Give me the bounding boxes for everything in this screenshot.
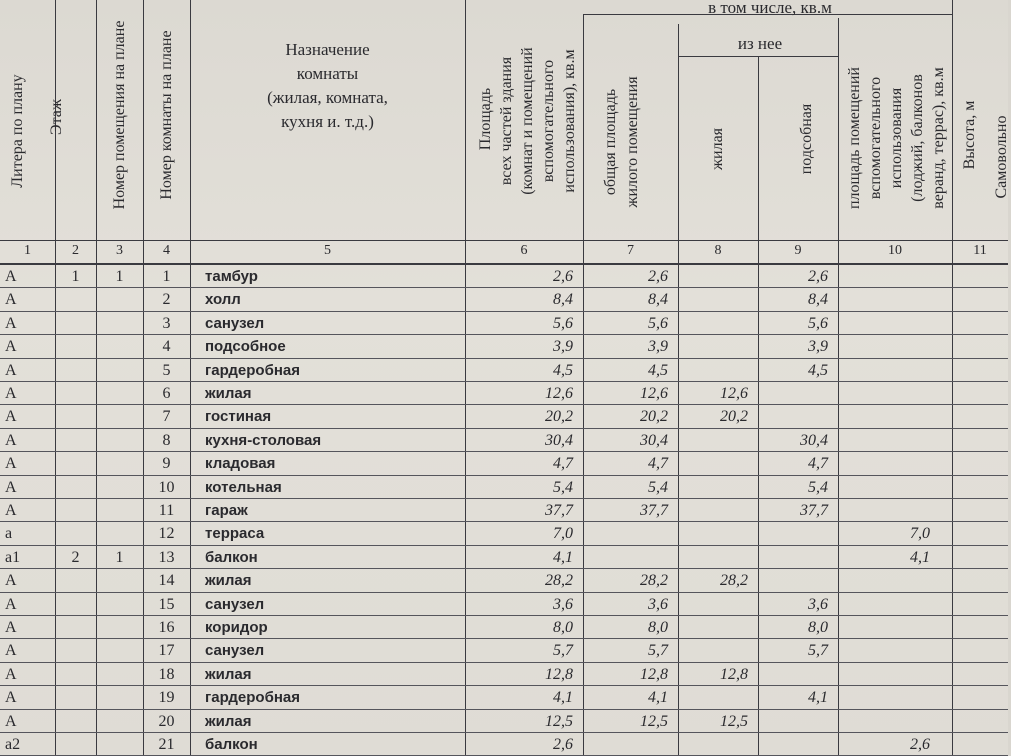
col9-header: подсобная [798, 103, 815, 175]
col3-header: Номер помещения на плане [111, 20, 128, 210]
table-row [0, 288, 1008, 311]
cell-living: 12,6 [720, 385, 748, 402]
table-row [0, 382, 1008, 405]
col8-header: жилая [709, 127, 726, 171]
cell-living-total: 8,4 [648, 291, 668, 309]
table-row [0, 429, 1008, 452]
col6-line3: (комнат и помещений [519, 47, 536, 195]
col7-header [583, 15, 678, 240]
cell-total-area: 3,6 [553, 595, 573, 613]
column-number: 6 [520, 243, 528, 258]
cell-living-total: 30,4 [640, 431, 668, 449]
table-row [0, 312, 1008, 335]
cell-aux: 5,7 [808, 642, 828, 660]
cell-litera: А [5, 338, 17, 356]
cell-room-name: жилая [205, 385, 252, 402]
table-row [0, 663, 1008, 686]
cell-living: 12,5 [720, 712, 748, 730]
cell-room-number: 13 [158, 548, 175, 566]
cell-room-name: тамбур [205, 268, 258, 285]
cell-litera: А [5, 361, 17, 379]
column-number: 9 [794, 243, 802, 258]
table-row [0, 335, 1008, 358]
cell-aux: 30,4 [800, 431, 828, 449]
cell-living-total: 4,7 [648, 455, 668, 473]
cell-room-number: 2 [162, 291, 171, 309]
cell-living-total: 5,6 [648, 314, 668, 332]
column-number: 8 [714, 243, 722, 258]
cell-aux: 3,9 [808, 338, 828, 356]
cell-litera: А [5, 642, 17, 660]
cell-room-number: 17 [158, 642, 175, 660]
cell-room-name: балкон [205, 736, 258, 753]
col10-line5: веранд, террас), кв.м [930, 67, 947, 209]
cell-room-number: 12 [158, 525, 175, 543]
cell-living-total: 3,6 [648, 595, 668, 613]
col10-line4: (лоджий, балконов [909, 74, 926, 202]
cell-total-area: 2,6 [553, 268, 573, 285]
cell-total-area: 37,7 [545, 502, 573, 519]
cell-litera: А [5, 502, 17, 519]
cell-room-name: санузел [205, 642, 265, 660]
cell-room-name: гардеробная [205, 689, 300, 707]
cell-litera: А [5, 572, 17, 590]
cell-premise: 1 [115, 268, 124, 285]
cell-room-name: жилая [205, 572, 252, 590]
group-label: в том числе, кв.м [708, 0, 832, 17]
cell-total-area: 8,0 [553, 619, 573, 636]
cell-total-area: 4,5 [553, 361, 573, 379]
col6-line2: всех частей здания [498, 56, 515, 186]
cell-room-number: 4 [162, 338, 171, 356]
col7-line2: жилого помещения [624, 76, 641, 208]
cell-litera: а2 [5, 736, 21, 753]
cell-total-area: 12,6 [545, 385, 573, 402]
cell-room-number: 3 [162, 314, 171, 332]
table-row [0, 405, 1008, 428]
cell-room-name: гардеробная [205, 361, 300, 379]
col2-header: Этаж [48, 99, 65, 135]
table-row [0, 522, 1008, 545]
column-number: 11 [973, 243, 987, 258]
col6-line5: использования), кв.м [561, 49, 578, 193]
cell-aux: 8,0 [808, 619, 828, 636]
column-number: 5 [324, 243, 331, 258]
cell-living-total: 3,9 [648, 338, 668, 356]
cell-litera: А [5, 431, 17, 449]
cell-room-name: балкон [205, 548, 258, 566]
cell-litera: А [5, 619, 17, 636]
cell-litera: а1 [5, 548, 21, 566]
table-row [0, 546, 1008, 569]
cell-total-area: 4,7 [553, 455, 573, 473]
cell-litera: А [5, 268, 17, 285]
column-number: 1 [24, 243, 31, 258]
cell-total-area: 4,1 [553, 548, 573, 566]
cell-aux: 5,4 [808, 478, 828, 496]
cell-balcony: 4,1 [910, 548, 930, 566]
cell-room-number: 20 [158, 712, 175, 730]
col10-line3: использования [888, 87, 905, 189]
cell-total-area: 12,5 [545, 712, 573, 730]
cell-balcony: 2,6 [910, 736, 930, 753]
cell-room-number: 7 [162, 408, 171, 426]
cell-living-total: 8,0 [648, 619, 668, 636]
table-row [0, 616, 1008, 639]
col7-line1: общая площадь [602, 88, 619, 196]
column-number: 10 [888, 243, 902, 258]
cell-room-name: гараж [205, 502, 248, 519]
cell-total-area: 5,4 [553, 478, 573, 496]
cell-living: 28,2 [720, 572, 748, 590]
cell-living-total: 2,6 [648, 268, 668, 285]
cell-living-total: 4,1 [648, 689, 668, 707]
cell-litera: а [5, 525, 13, 543]
table-row [0, 265, 1008, 288]
cell-living-total: 5,4 [648, 478, 668, 496]
cell-living-total: 37,7 [640, 502, 668, 519]
cell-total-area: 2,6 [553, 736, 573, 753]
cell-room-name: холл [205, 291, 241, 309]
col5-line3: (жилая, комната, [267, 88, 388, 107]
cell-litera: А [5, 689, 17, 707]
table-row [0, 639, 1008, 662]
cell-litera: А [5, 712, 17, 730]
cell-living-total: 20,2 [640, 408, 668, 426]
cell-room-name: коридор [205, 619, 268, 636]
cell-living-total: 5,7 [648, 642, 668, 660]
cell-living-total: 12,5 [640, 712, 668, 730]
cell-aux: 4,7 [808, 455, 828, 473]
table-row [0, 710, 1008, 733]
cell-total-area: 3,9 [553, 338, 573, 356]
cell-aux: 3,6 [808, 595, 828, 613]
cell-room-number: 21 [158, 736, 175, 753]
cell-room-number: 5 [162, 361, 171, 379]
cell-room-name: кладовая [205, 455, 276, 473]
cell-room-name: жилая [205, 665, 252, 683]
col1-header: Литера по плану [9, 74, 26, 188]
cell-room-number: 8 [162, 431, 171, 449]
cell-total-area: 28,2 [545, 572, 573, 590]
col10-header [838, 15, 952, 240]
cell-total-area: 5,7 [553, 642, 573, 660]
cell-room-number: 9 [162, 455, 171, 473]
table-row [0, 476, 1008, 499]
column-number: 4 [163, 243, 170, 258]
col10-line1: площадь помещений [846, 67, 863, 209]
cell-floor: 1 [71, 268, 80, 285]
table-row [0, 686, 1008, 709]
cell-total-area: 7,0 [553, 525, 573, 543]
cell-litera: А [5, 455, 17, 473]
cell-room-number: 1 [162, 268, 171, 285]
cell-room-name: кухня-столовая [205, 431, 322, 449]
cell-living: 12,8 [720, 665, 748, 683]
cell-room-name: терраса [205, 525, 265, 543]
cell-room-number: 15 [158, 595, 175, 613]
cell-litera: А [5, 385, 17, 402]
col6-header [465, 0, 583, 240]
cell-total-area: 30,4 [545, 431, 573, 449]
cell-living-total: 12,8 [640, 665, 668, 683]
column-number: 7 [627, 243, 634, 258]
cell-litera: А [5, 478, 17, 496]
cell-living-total: 28,2 [640, 572, 668, 590]
cell-living-total: 4,5 [648, 361, 668, 379]
col5-header [195, 40, 460, 132]
cell-aux: 4,5 [808, 361, 828, 379]
cell-room-number: 19 [158, 689, 175, 707]
col5-line2: комнаты [296, 64, 359, 83]
column-number: 2 [72, 243, 79, 258]
table-row [0, 499, 1008, 522]
cell-aux: 8,4 [808, 291, 828, 309]
cell-room-number: 18 [158, 665, 175, 683]
cell-aux: 5,6 [808, 314, 828, 332]
table-row [0, 359, 1008, 382]
cell-living-total: 12,6 [640, 385, 668, 402]
col11-header: Высота, м [961, 100, 978, 170]
cell-litera: А [5, 291, 17, 309]
table-row [0, 733, 1008, 756]
cell-total-area: 4,1 [553, 689, 573, 707]
cell-room-number: 6 [162, 385, 171, 402]
cell-total-area: 12,8 [545, 665, 573, 683]
col12-header-partial: Самовольно [993, 115, 1010, 199]
cell-room-name: котельная [205, 478, 282, 496]
cell-room-name: жилая [205, 712, 252, 730]
cell-litera: А [5, 314, 17, 332]
cell-balcony: 7,0 [910, 525, 930, 543]
cell-room-name: санузел [205, 595, 265, 613]
cell-floor: 2 [71, 548, 80, 566]
cell-litera: А [5, 665, 17, 683]
cell-room-number: 10 [158, 478, 175, 496]
col10-line2: вспомогательного [867, 76, 884, 200]
table-row [0, 452, 1008, 475]
cell-aux: 2,6 [808, 268, 828, 285]
cell-total-area: 20,2 [545, 408, 573, 426]
cell-room-name: гостиная [205, 408, 272, 426]
column-number: 3 [116, 243, 123, 258]
subgroup-top-line [678, 56, 838, 57]
table-row [0, 593, 1008, 616]
cell-room-name: подсобное [205, 338, 286, 356]
col6-line4: вспомогательного [540, 59, 557, 183]
cell-aux: 37,7 [800, 502, 828, 519]
subgroup-label: из нее [737, 34, 783, 53]
table-row [0, 569, 1008, 592]
cell-litera: А [5, 408, 17, 426]
cell-litera: А [5, 595, 17, 613]
col5-line4: кухня и. т.д.) [281, 112, 374, 131]
cell-room-number: 14 [158, 572, 175, 590]
cell-room-number: 16 [158, 619, 175, 636]
cell-total-area: 5,6 [553, 314, 573, 332]
cell-premise: 1 [115, 548, 124, 566]
col6-line1: Площадь [477, 87, 494, 151]
cell-living: 20,2 [720, 408, 748, 426]
col4-header: Номер комнаты на плане [158, 30, 175, 200]
cell-aux: 4,1 [808, 689, 828, 707]
cell-room-number: 11 [158, 502, 175, 519]
cell-total-area: 8,4 [553, 291, 573, 309]
cell-room-name: санузел [205, 314, 265, 332]
col5-line1: Назначение [285, 40, 370, 59]
